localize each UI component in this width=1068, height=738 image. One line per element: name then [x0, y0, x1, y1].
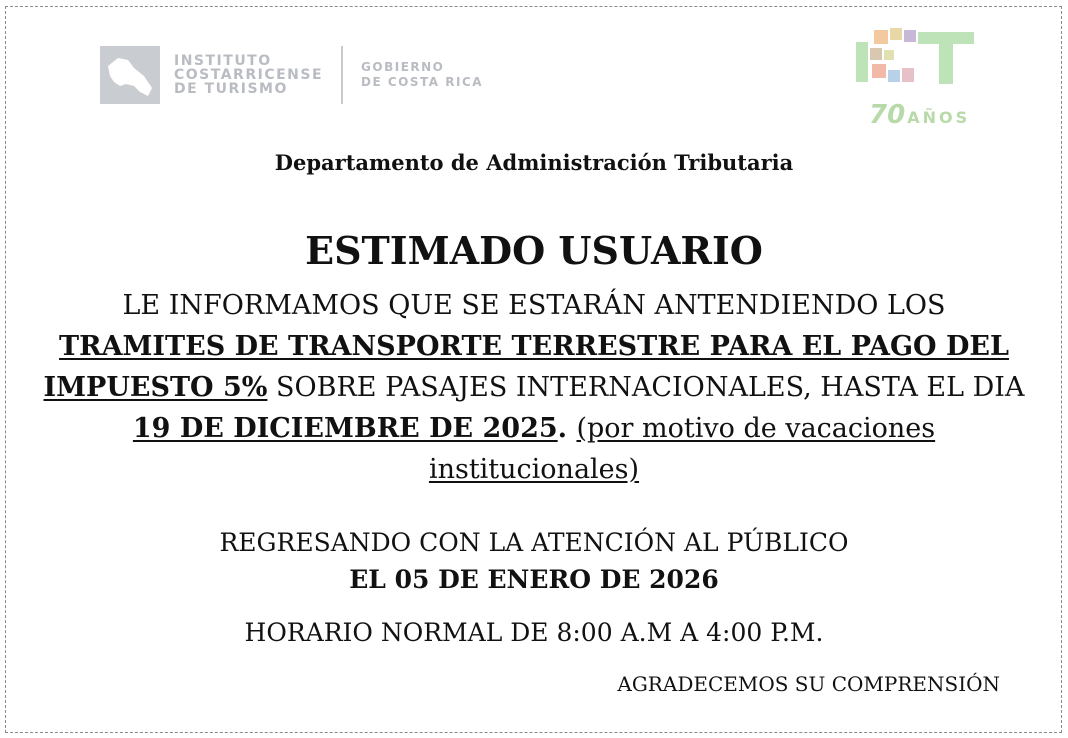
notice-line-2	[0, 331, 1068, 362]
notice-line-3-rest: SOBRE PASAJES INTERNACIONALES, HASTA EL DIA	[267, 372, 1025, 403]
notice-line-4	[0, 413, 1068, 444]
thanks-note: AGRADECEMOS SU COMPRENSIÓN	[617, 672, 1000, 696]
ict-logo	[100, 46, 483, 104]
deadline-date: 19 DE DICIEMBRE DE 2025	[132, 413, 558, 444]
transport-procedures-text: TRAMITES DE TRANSPORTE TERRESTRE PARA EL PAGO DEL	[59, 331, 1009, 362]
costa-rica-map-icon	[100, 46, 160, 104]
gov-line2: DE COSTA RICA	[361, 75, 484, 89]
anniversary-label	[869, 100, 970, 130]
ict-line1: INSTITUTO	[174, 53, 272, 69]
department-heading: Departamento de Administración Tributaria	[274, 150, 794, 175]
notice-title: ESTIMADO USUARIO	[305, 228, 763, 273]
notice-line-1: LE INFORMAMOS QUE SE ESTARÁN ANTENDIENDO LOS	[122, 290, 946, 321]
logo-divider	[341, 46, 343, 104]
ict-line3: DE TURISMO	[174, 81, 288, 97]
return-date: EL 05 DE ENERO DE 2026	[349, 565, 719, 594]
vacation-reason-end: institucionales)	[428, 454, 640, 485]
notice-line-3	[0, 372, 1068, 403]
return-line: REGRESANDO CON LA ATENCIÓN AL PÚBLICO	[219, 528, 849, 557]
anniversary-word: AÑOS	[907, 108, 971, 127]
tax-rate-text: IMPUESTO 5%	[43, 372, 268, 403]
anniversary-number: 70	[869, 100, 906, 130]
deadline-separator: .	[557, 413, 577, 444]
ict-name	[174, 54, 323, 96]
notice-line-5	[0, 454, 1068, 485]
gov-line1: GOBIERNO	[361, 60, 445, 74]
office-hours: HORARIO NORMAL DE 8:00 A.M A 4:00 P.M.	[244, 618, 824, 647]
vacation-reason: (por motivo de vacaciones	[576, 413, 936, 444]
ict-line2: COSTARRICENSE	[174, 67, 324, 83]
gov-name	[361, 60, 483, 90]
